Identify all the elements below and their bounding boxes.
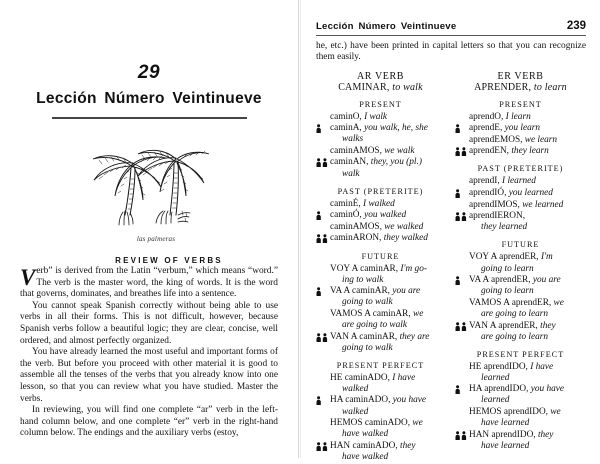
- person-marker: [455, 276, 468, 285]
- english-gloss: you walk, he, she: [364, 123, 428, 134]
- infinitive-gloss: to walk: [392, 81, 423, 93]
- one-person-icon: [455, 189, 461, 198]
- conjugation-row: [316, 112, 445, 123]
- person-marker: [455, 189, 468, 198]
- conjugated-form: aprendIÓ, you learned: [469, 188, 553, 199]
- conjugation-row: [455, 188, 586, 199]
- conjugation-row: [455, 112, 586, 123]
- conjugation-row: [455, 252, 586, 274]
- english-gloss: we: [553, 297, 564, 308]
- one-person-icon: [316, 211, 322, 220]
- one-person-icon: [455, 124, 461, 133]
- conjugation-row: [316, 222, 445, 233]
- conjugation-row: [316, 157, 445, 179]
- running-head-title: Lección Número Veintinueve: [316, 21, 457, 32]
- english-gloss: they, you (pl.): [370, 157, 422, 168]
- english-gloss: I learn: [505, 111, 531, 122]
- person-marker: [316, 200, 329, 209]
- person-marker: [455, 322, 468, 331]
- infinitive-form: CAMINAR,: [338, 81, 393, 93]
- conjugated-form: VAMOS A caminAR, we: [330, 308, 424, 319]
- conjugation-row: [316, 373, 445, 395]
- english-gloss: you learn: [504, 123, 540, 134]
- english-gloss-continued: learned: [481, 395, 510, 406]
- conjugation-list: [455, 176, 586, 233]
- conjugation-row: [316, 233, 445, 244]
- conjugated-form: VAN A caminAR, they are: [330, 331, 430, 342]
- english-gloss: you have: [530, 384, 565, 395]
- person-marker: [455, 363, 468, 372]
- drop-cap: V: [20, 265, 36, 290]
- conjugated-form: aprendIMOS, we learned: [469, 199, 564, 210]
- english-gloss-continued: walked: [342, 406, 369, 417]
- conjugated-form: aprendE, you learn: [469, 123, 540, 134]
- english-gloss: I walk: [364, 111, 388, 122]
- english-gloss-continued: ing to walk: [342, 274, 384, 285]
- two-persons-icon: [455, 147, 467, 156]
- intro-paragraph: he, etc.) have been printed in capital letters so that you can recognize them easily.: [316, 41, 586, 63]
- conjugated-form: HAN aprendIDO, they: [469, 429, 554, 440]
- conjugation-row: [316, 395, 445, 417]
- paragraph-1-text: erb” is derived from the Latin “verbum,” which means “word.” The verb is the master word, the king of words. It is the word that governs, dominates, and breathes life into a sentence.: [20, 266, 278, 300]
- tense-heading: PRESENT PERFECT: [476, 349, 565, 359]
- conjugation-row: [455, 146, 586, 157]
- conjugation-row: [316, 441, 445, 463]
- section-heading: REVIEW OF VERBS: [115, 256, 223, 265]
- paragraph-1: [20, 266, 278, 301]
- english-gloss-continued: going to walk: [342, 342, 393, 353]
- person-marker: [455, 431, 468, 440]
- person-marker: [316, 310, 329, 319]
- two-persons-icon: [455, 431, 467, 440]
- conjugation-row: [455, 384, 586, 406]
- english-gloss-continued: learned: [481, 372, 510, 383]
- person-marker: [316, 374, 329, 383]
- tense-heading: PRESENT: [359, 99, 402, 109]
- tense-heading: PRESENT: [499, 99, 542, 109]
- person-marker: [316, 223, 329, 232]
- conjugation-list: [455, 362, 586, 452]
- person-marker: [455, 212, 468, 221]
- two-persons-icon: [455, 212, 467, 221]
- conjugation-list: [455, 112, 586, 158]
- english-gloss: you learned: [508, 188, 553, 199]
- person-marker: [455, 113, 468, 122]
- english-gloss-continued: have learned: [481, 418, 530, 429]
- conjugated-form: VA A caminAR, you are: [330, 286, 421, 297]
- conjugated-form: VAMOS A aprendER, we: [469, 297, 564, 308]
- two-persons-icon: [455, 322, 467, 331]
- person-marker: [316, 333, 329, 342]
- conjugation-row: [455, 275, 586, 297]
- paragraph-4: In reviewing, you will find one complete “ar” verb in the left-hand column below, and one complete “er” verb in the right-hand column below. The endings and the auxiliary verbs (estoy,: [20, 405, 278, 439]
- english-gloss: we: [413, 308, 424, 319]
- conjugation-row: [455, 407, 586, 429]
- conjugated-form: aprendO, I learn: [469, 111, 531, 122]
- english-gloss: they: [537, 429, 554, 440]
- infinitive-gloss: to learn: [533, 81, 567, 93]
- conjugation-row: [316, 210, 445, 221]
- conjugated-form: caminAN, they, you (pl.): [330, 157, 422, 168]
- english-gloss-continued: have walked: [342, 451, 389, 462]
- conjugation-row: [316, 264, 445, 286]
- english-gloss: they walked: [383, 233, 428, 244]
- conjugation-list: [316, 199, 445, 245]
- one-person-icon: [316, 287, 322, 296]
- conjugated-form: caminA, you walk, he, she: [330, 123, 428, 134]
- english-gloss: they are: [399, 331, 430, 342]
- english-gloss-continued: are going to learn: [481, 331, 549, 342]
- english-gloss: they: [540, 320, 556, 331]
- conjugated-form: aprendEMOS, we learn: [469, 134, 558, 145]
- english-gloss-continued: walks: [342, 134, 364, 145]
- conjugated-form: HA aprendIDO, you have: [469, 384, 565, 395]
- two-persons-icon: [316, 442, 328, 451]
- english-gloss: I have: [392, 372, 416, 383]
- conjugated-form: HA caminADO, you have: [330, 395, 427, 406]
- person-marker: [455, 408, 468, 417]
- english-gloss-continued: they learned: [481, 222, 528, 233]
- english-gloss-continued: walked: [342, 383, 369, 394]
- person-marker: [316, 211, 329, 220]
- conjugated-form: caminO, I walk: [330, 111, 388, 122]
- conjugated-form: VA A aprendER, you are: [469, 275, 561, 286]
- paragraph-2: You cannot speak Spanish correctly without being able to use verbs in all their forms. This is not difficult, however, because Spanish verbs follow a beautiful logic; they are clear, concise, well ordered, and almost perfectly organized.: [20, 300, 278, 346]
- english-gloss-continued: are going to learn: [481, 308, 549, 319]
- conjugation-row: [316, 199, 445, 210]
- english-gloss: you are: [392, 286, 421, 297]
- english-gloss: you have: [392, 395, 427, 406]
- person-marker: [455, 124, 468, 133]
- conjugation-list: [316, 264, 445, 354]
- one-person-icon: [316, 396, 322, 405]
- conjugation-row: [455, 430, 586, 452]
- conjugation-row: [316, 418, 445, 440]
- english-gloss: we: [550, 407, 561, 418]
- conjugation-row: [316, 332, 445, 354]
- infinitive-er: [455, 82, 586, 93]
- person-marker: [316, 113, 329, 122]
- conjugated-form: aprendEN, they learn: [469, 146, 549, 157]
- conjugated-form: HE caminADO, I have: [330, 372, 416, 383]
- person-marker: [316, 147, 329, 156]
- conjugated-form: caminARON, they walked: [330, 233, 428, 244]
- illustration-block: [0, 133, 298, 243]
- conjugation-row: [455, 362, 586, 384]
- conjugation-row: [316, 146, 445, 157]
- person-marker: [455, 177, 468, 186]
- conjugation-row: [455, 298, 586, 320]
- conjugated-form: HAN caminADO, they: [330, 440, 416, 451]
- person-marker: [455, 147, 468, 156]
- conjugation-row: [455, 135, 586, 146]
- english-gloss: I'm: [540, 252, 553, 263]
- english-gloss-continued: going to learn: [481, 286, 534, 297]
- english-gloss-continued: have walked: [342, 429, 389, 440]
- person-marker: [455, 201, 468, 210]
- english-gloss-continued: have learned: [481, 440, 530, 451]
- person-marker: [316, 396, 329, 405]
- english-gloss: we learned: [522, 199, 564, 210]
- verb-column-ar: [316, 71, 451, 464]
- title-divider: [52, 117, 247, 119]
- person-marker: [316, 442, 329, 451]
- english-gloss: I'm go-: [400, 263, 427, 274]
- person-marker: [316, 234, 329, 243]
- english-gloss-continued: going to walk: [342, 297, 393, 308]
- tense-heading: FUTURE: [501, 240, 540, 250]
- left-page: [0, 0, 298, 458]
- english-gloss: I walked: [363, 198, 395, 209]
- tense-heading: PAST (PRETERITE): [477, 164, 564, 174]
- conjugation-row: [316, 123, 445, 145]
- person-marker: [316, 265, 329, 274]
- conjugation-row: [316, 286, 445, 308]
- conjugated-form: HE aprendIDO, I have: [469, 361, 554, 372]
- palm-trees-illustration: [86, 216, 212, 233]
- person-marker: [316, 287, 329, 296]
- illustration-caption: las palmeras: [136, 235, 176, 243]
- conjugation-row: [455, 200, 586, 211]
- conjugated-form: aprendI, I learned: [469, 176, 536, 187]
- person-marker: [455, 253, 468, 262]
- verb-type-heading-ar: AR VERB: [356, 70, 405, 82]
- right-page: [298, 0, 600, 462]
- one-person-icon: [316, 124, 322, 133]
- conjugation-row: [455, 176, 586, 187]
- running-head: [316, 20, 586, 36]
- english-gloss-continued: are going to walk: [342, 320, 407, 330]
- conjugated-form: caminÉ, I walked: [330, 198, 395, 209]
- tense-heading: FUTURE: [361, 251, 400, 261]
- conjugation-list: [316, 373, 445, 463]
- english-gloss-continued: going to learn: [481, 263, 534, 274]
- conjugation-list: [316, 112, 445, 180]
- person-marker: [316, 419, 329, 428]
- two-persons-icon: [316, 333, 328, 342]
- english-gloss: we learn: [524, 134, 558, 145]
- person-marker: [455, 385, 468, 394]
- english-gloss: you are: [532, 275, 561, 286]
- chapter-number: 29: [137, 62, 161, 83]
- conjugation-list: [455, 252, 586, 342]
- tense-heading: PRESENT PERFECT: [336, 360, 425, 370]
- conjugated-form: caminAMOS, we walk: [330, 145, 415, 156]
- conjugated-form: VOY A caminAR, I'm go-: [330, 263, 427, 274]
- person-marker: [455, 299, 468, 308]
- one-person-icon: [455, 276, 461, 285]
- english-gloss: you walked: [364, 210, 407, 221]
- verb-type-heading-er: ER VERB: [497, 70, 544, 82]
- english-gloss: we walk: [384, 145, 415, 156]
- person-marker: [316, 124, 329, 133]
- conjugation-row: [455, 211, 586, 233]
- tense-heading: PAST (PRETERITE): [337, 186, 424, 196]
- english-gloss: we walked: [384, 221, 424, 232]
- paragraph-3: You have already learned the most useful and important forms of the verb. But before you proceed with other material it is good to assemble all the tenses of the verbs that you already know into one lesson, so that you can review what you have studied. Master the verbs.: [20, 347, 278, 404]
- one-person-icon: [455, 385, 461, 394]
- page-title: Lección Número Veintinueve: [36, 90, 262, 107]
- english-gloss: they learn: [511, 146, 549, 157]
- infinitive-ar: [316, 82, 445, 93]
- verb-column-er: [451, 71, 586, 464]
- conjugation-row: [455, 321, 586, 343]
- conjugated-form: HEMOS caminADO, we: [330, 418, 423, 429]
- conjugated-form: caminAMOS, we walked: [330, 221, 424, 232]
- english-gloss: I have: [530, 361, 554, 372]
- body-text: [20, 266, 278, 440]
- english-gloss-continued: walk: [342, 168, 360, 179]
- conjugation-row: [455, 123, 586, 134]
- conjugated-form: VOY A aprendER, I'm: [469, 252, 553, 263]
- infinitive-form: APRENDER,: [474, 81, 534, 93]
- english-gloss: I learned: [502, 176, 536, 187]
- page-number: 239: [566, 20, 586, 32]
- english-gloss: we: [412, 418, 423, 429]
- two-persons-icon: [316, 158, 328, 167]
- conjugated-form: VAN A aprendER, they: [469, 320, 556, 331]
- person-marker: [316, 158, 329, 167]
- conjugated-form: caminÓ, you walked: [330, 210, 407, 221]
- conjugated-form: HEMOS aprendIDO, we: [469, 407, 561, 418]
- verb-columns: [316, 71, 586, 464]
- conjugation-row: [316, 309, 445, 331]
- person-marker: [455, 136, 468, 145]
- conjugated-form: aprendIERON,: [469, 211, 526, 222]
- english-gloss: they: [399, 440, 416, 451]
- two-persons-icon: [316, 234, 328, 243]
